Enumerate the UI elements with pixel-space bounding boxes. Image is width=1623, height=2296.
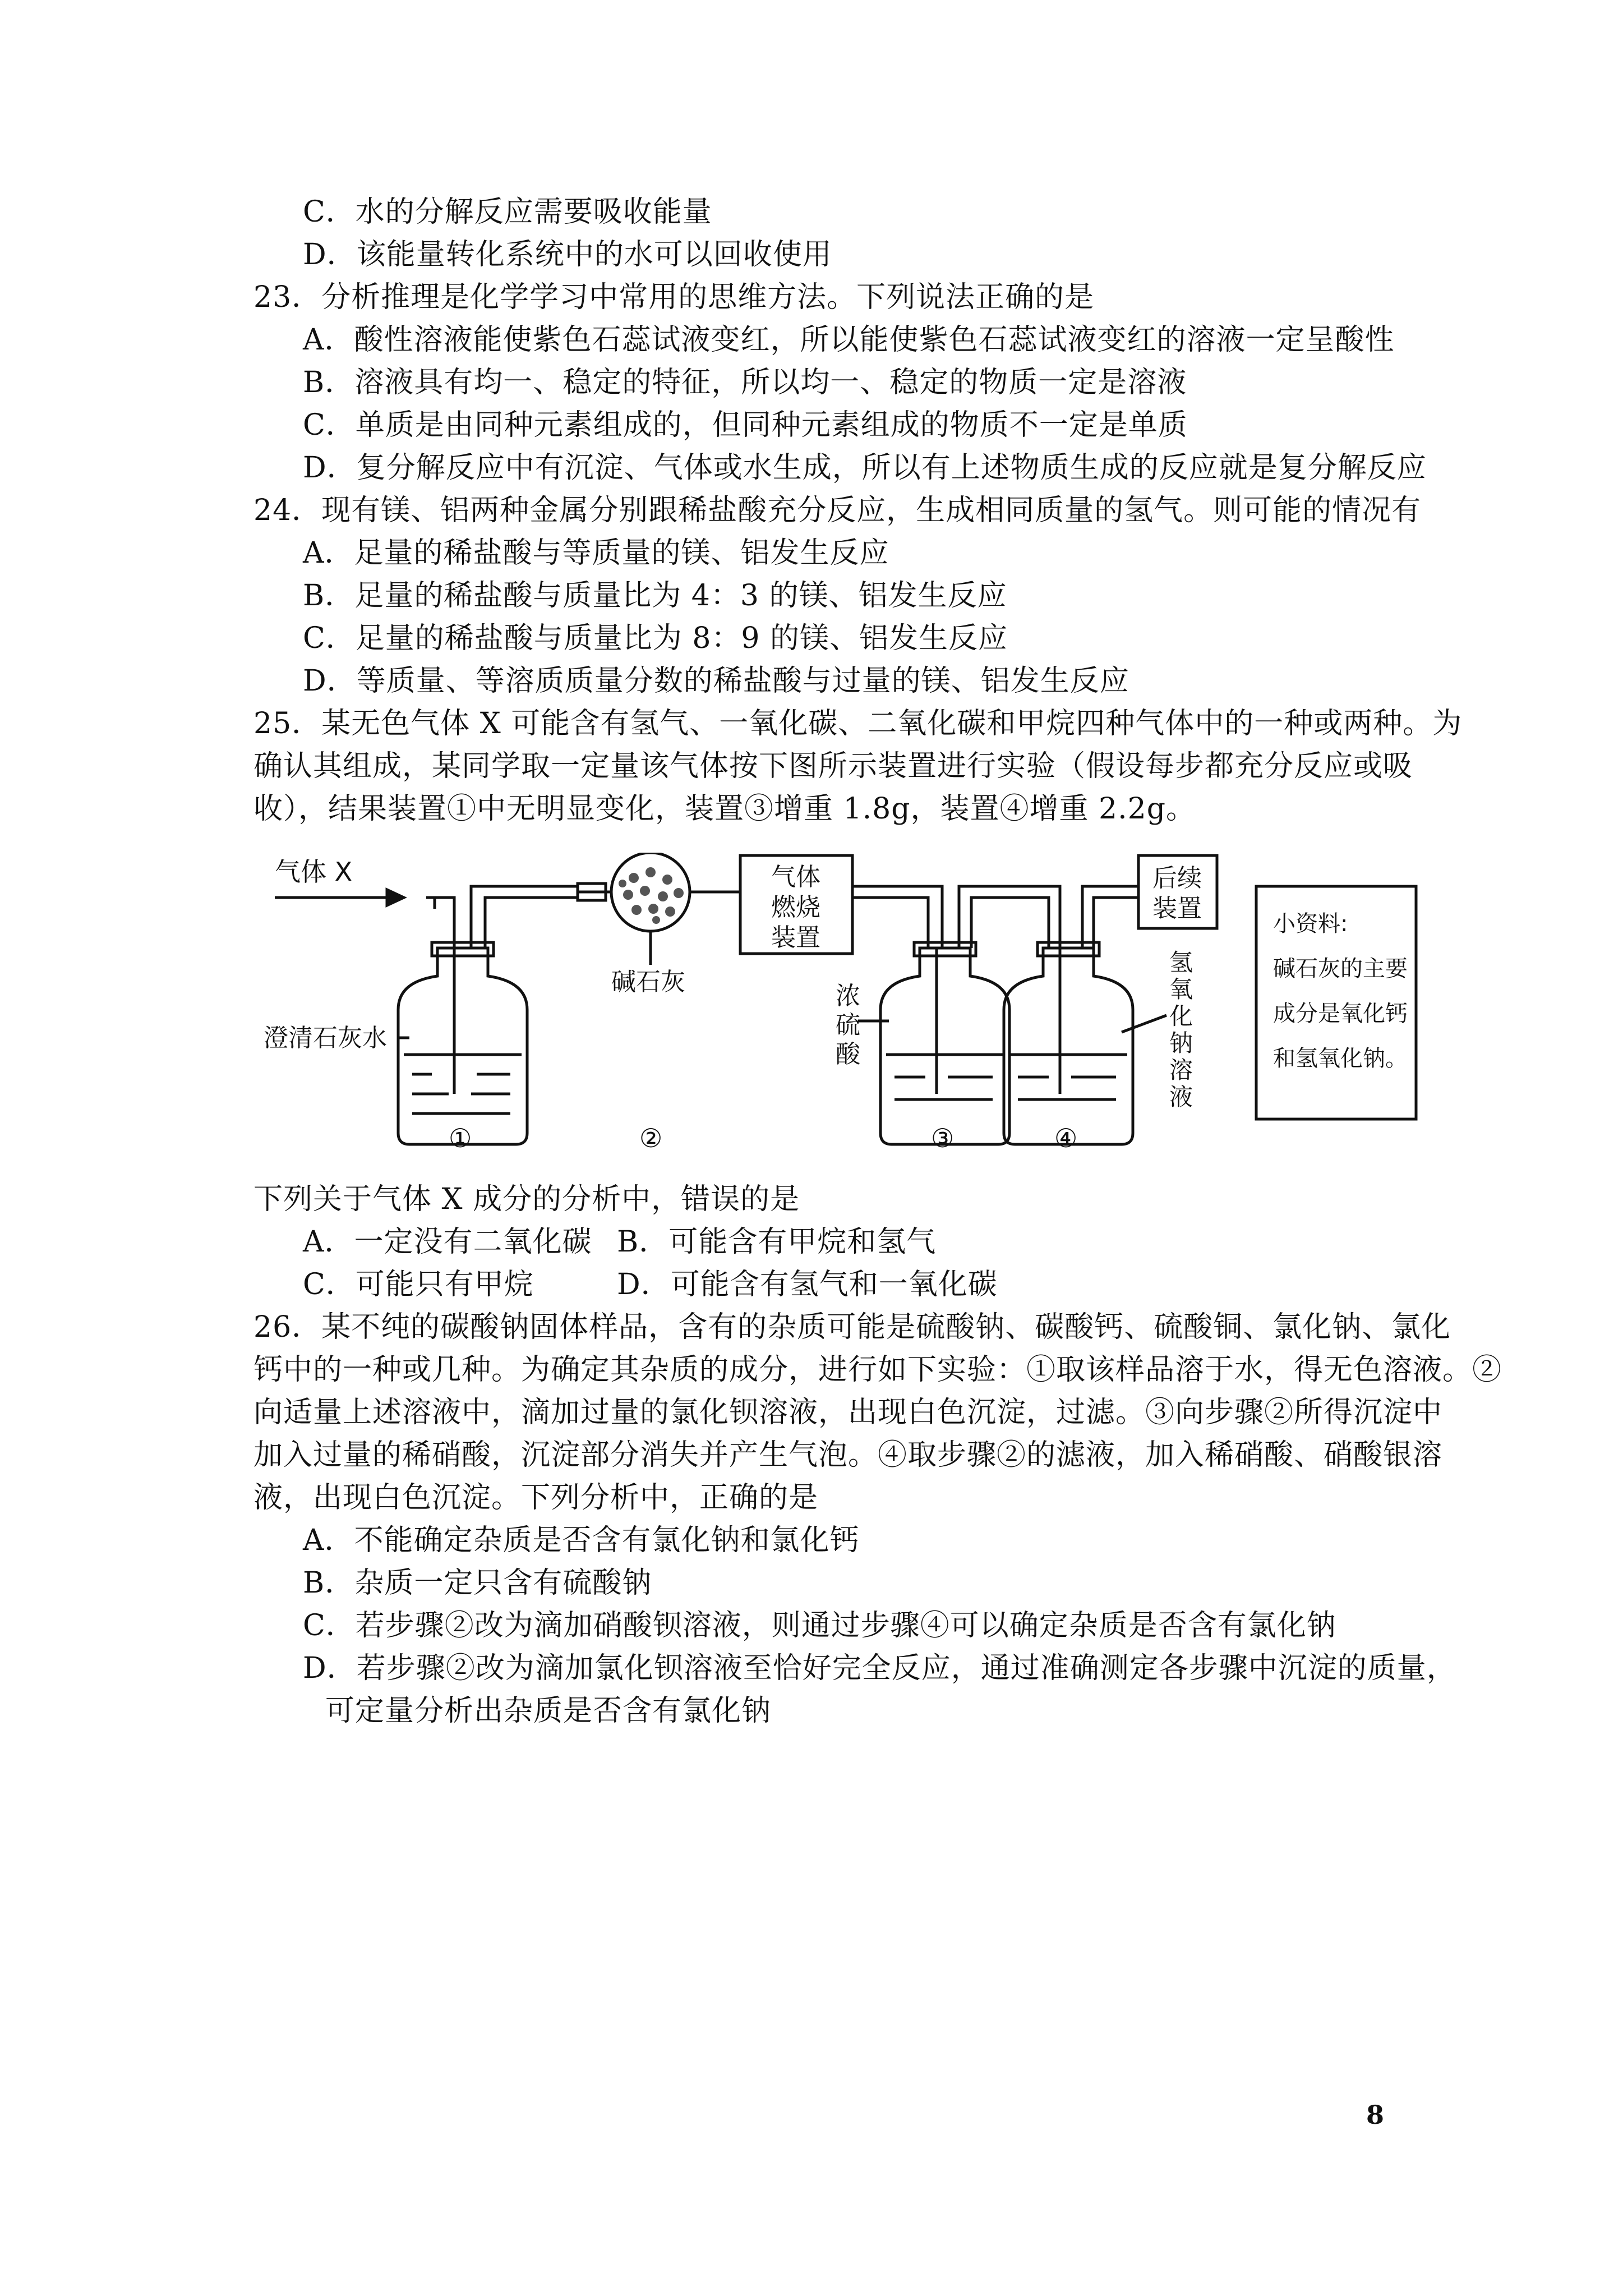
soda-lime-label: 碱石灰: [611, 968, 685, 996]
q26-stem-line-2: 钙中的一种或几种。为确定其杂质的成分，进行如下实验：①取该样品溶于水，得无色溶液。②: [253, 1353, 1502, 1387]
burner-label-1: 气体: [771, 863, 820, 891]
q24-option-b: B．足量的稀盐酸与质量比为 4：3 的镁、铝发生反应: [303, 579, 1007, 613]
q26-option-a: A．不能确定杂质是否含有氯化钠和氯化钙: [303, 1524, 860, 1557]
q25-option-c: C．可能只有甲烷: [303, 1268, 534, 1301]
q24-option-c: C．足量的稀盐酸与质量比为 8：9 的镁、铝发生反应: [303, 622, 1008, 655]
q25-stem-line-3: 收），结果装置①中无明显变化，装置③增重 1.8g，装置④增重 2.2g。: [253, 792, 1196, 826]
followup-label-1: 后续: [1152, 864, 1202, 892]
note-line-1: 小资料:: [1273, 911, 1348, 937]
q25-question: 下列关于气体 X 成分的分析中，错误的是: [253, 1182, 800, 1216]
q23-option-d: D．复分解反应中有沉淀、气体或水生成，所以有上述物质生成的反应就是复分解反应: [303, 451, 1427, 485]
q22-option-c: C．水的分解反应需要吸收能量: [303, 195, 712, 229]
followup-label-2: 装置: [1152, 894, 1202, 923]
naoh-label-4: 钠: [1169, 1029, 1193, 1057]
apparatus-number-2: ②: [639, 1123, 663, 1150]
note-line-2: 碱石灰的主要: [1273, 956, 1408, 982]
q22-option-d: D．该能量转化系统中的水可以回收使用: [303, 238, 832, 272]
note-line-4: 和氢氧化钠。: [1273, 1046, 1408, 1071]
apparatus-number-4: ④: [1054, 1123, 1078, 1150]
q25-options-row-1: [303, 1221, 936, 1263]
naoh-label-2: 氧: [1169, 976, 1193, 1003]
q23-option-a: A．酸性溶液能使紫色石蕊试液变红，所以能使紫色石蕊试液变红的溶液一定呈酸性: [303, 323, 1395, 357]
burner-label-3: 装置: [771, 923, 820, 952]
q25-option-a: A．一定没有二氧化碳: [303, 1225, 592, 1259]
q25-option-b: B．可能含有甲烷和氢气: [617, 1225, 937, 1259]
q25-options-row-2: [303, 1263, 998, 1306]
conc-acid-label-3: 酸: [836, 1040, 860, 1069]
q24-option-a: A．足量的稀盐酸与等质量的镁、铝发生反应: [303, 536, 889, 570]
q26-stem-line-1: 26．某不纯的碳酸钠固体样品，含有的杂质可能是硫酸钠、碳酸钙、硫酸铜、氯化钠、氯化: [253, 1310, 1451, 1344]
naoh-label-3: 化: [1169, 1002, 1193, 1030]
naoh-label-1: 氢: [1169, 949, 1193, 976]
conc-acid-label-1: 浓: [836, 982, 860, 1010]
q25-option-d: D．可能含有氢气和一氧化碳: [617, 1268, 998, 1301]
lime-water-label: 澄清石灰水: [264, 1024, 387, 1052]
q26-option-c: C．若步骤②改为滴加硝酸钡溶液，则通过步骤④可以确定杂质是否含有氯化钠: [303, 1609, 1336, 1642]
conc-acid-label-2: 硫: [836, 1011, 860, 1039]
q23-option-c: C．单质是由同种元素组成的，但同种元素组成的物质不一定是单质: [303, 408, 1188, 442]
q26-stem-line-3: 向适量上述溶液中，滴加过量的氯化钡溶液，出现白色沉淀，过滤。③向步骤②所得沉淀中: [253, 1396, 1443, 1429]
note-line-3: 成分是氧化钙: [1273, 1001, 1408, 1027]
q26-stem-line-5: 液，出现白色沉淀。下列分析中，正确的是: [253, 1481, 819, 1515]
q26-option-d-continued: 可定量分析出杂质是否含有氯化钠: [325, 1694, 772, 1728]
naoh-label-5: 溶: [1169, 1056, 1193, 1084]
q24-option-d: D．等质量、等溶质质量分数的稀盐酸与过量的镁、铝发生反应: [303, 664, 1129, 698]
q26-option-b: B．杂质一定只含有硫酸钠: [303, 1566, 652, 1600]
gas-x-label: 气体 X: [275, 857, 353, 887]
q25-stem-line-1: 25．某无色气体 X 可能含有氢气、一氧化碳、二氧化碳和甲烷四种气体中的一种或两种。为: [253, 707, 1463, 740]
apparatus-number-3: ③: [931, 1123, 955, 1150]
q26-option-d: D．若步骤②改为滴加氯化钡溶液至恰好完全反应，通过准确测定各步骤中沉淀的质量，: [303, 1651, 1456, 1685]
q24-stem: 24．现有镁、铝两种金属分别跟稀盐酸充分反应，生成相同质量的氢气。则可能的情况有: [253, 494, 1422, 527]
q23-option-b: B．溶液具有均一、稳定的特征，所以均一、稳定的物质一定是溶液: [303, 366, 1187, 399]
page-number: 8: [1366, 2100, 1385, 2130]
q26-stem-line-4: 加入过量的稀硝酸，沉淀部分消失并产生气泡。④取步骤②的滤液，加入稀硝酸、硝酸银溶: [253, 1438, 1443, 1472]
burner-label-2: 燃烧: [771, 893, 820, 922]
apparatus-diagram: [264, 853, 1419, 1150]
q23-stem: 23．分析推理是化学学习中常用的思维方法。下列说法正确的是: [253, 280, 1095, 314]
apparatus-number-1: ①: [449, 1123, 472, 1150]
q25-stem-line-2: 确认其组成，某同学取一定量该气体按下图所示装置进行实验（假设每步都充分反应或吸: [253, 749, 1413, 783]
naoh-label-6: 液: [1169, 1083, 1193, 1111]
